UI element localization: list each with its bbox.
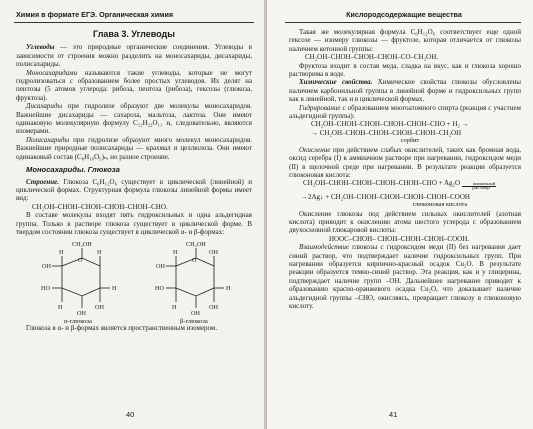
paragraph-strong-oxidation: Окисление глюкозы под действием сильных окислителей (азотная кислота) приводит к окислению атома шестого углерода с образованием двухосновной глюкаровой кислоты:	[289, 209, 521, 235]
term-chemical-properties: Химические свойства.	[299, 78, 373, 87]
paragraph-text: — это природные органические соединения. Углеводы в зависимости от строения можно разделить на моносахариды, дисахариды, полисахариды.	[16, 43, 252, 69]
paragraph-fructose-properties: Фруктоза входит в состав меда, сладка на вкус, как и глюкоза хорошо растворима в воде.	[289, 61, 521, 79]
beta-oh-label: OH	[156, 263, 165, 271]
term-oxidation: Окисление	[299, 145, 331, 154]
paragraph-text: при действием слабых окислителей, таких как бромная вода, оксид серебра (I) в аммиачном растворе при нагревании, гидроксидом меди (II) в щелочной среде при нагревании. В результате реакции образуется глюконовая кислота:	[289, 145, 521, 179]
left-page	[0, 0, 266, 429]
alpha-ring-oxygen: O	[78, 257, 83, 265]
beta-ring-oxygen: O	[192, 257, 197, 265]
product-sorbitol: сорбит	[400, 137, 420, 145]
section-heading: Моносахариды. Глюкоза	[26, 165, 120, 175]
beta-h-label: H	[173, 249, 178, 257]
reaction-reactants: CH₂OH–CHOH–CHOH–CHOH–CHOH–CHO + Ag₂O	[303, 179, 461, 188]
paragraph-chemical-properties	[289, 78, 521, 103]
paragraph-carbohydrates	[16, 43, 252, 68]
left-body	[16, 28, 252, 333]
right-running-head: Кислородсодержащие вещества	[346, 10, 462, 19]
beta-oh-label: OH	[209, 304, 218, 312]
alpha-ho-label: HO	[41, 285, 50, 293]
page-number-left: 40	[126, 410, 135, 419]
term-disaccharides: Дисахариды	[26, 102, 63, 111]
beta-oh-label: OH	[209, 249, 218, 257]
beta-h-label: H	[172, 304, 177, 312]
beta-ho-label: HO	[155, 285, 164, 293]
formula-glucaric-acid: HOOC–CHOH– CHOH–CHOH–CHOH–COOH.	[329, 234, 470, 243]
glucose-structures	[16, 238, 252, 324]
paragraph-text: при гидролизе образуют много молекул моносахаридов. Важнейшие природные полисахариды — крахмал и целлюлоза. Они имеют одинаковый состав (C₆H₁₀O₅)ₙ, но разное строение.	[16, 135, 252, 161]
term-carbohydrates: Углеводы	[26, 43, 55, 52]
beta-ch2oh-label: CH₂OH	[186, 241, 206, 249]
reaction-hydrogenation-line1: CH₂OH–CHOH–CHOH–CHOH–CHOH–CHO + H₂ →	[311, 120, 469, 129]
alpha-oh-label: OH	[77, 310, 86, 318]
term-hydrogenation: Гидрирование	[299, 103, 341, 112]
paragraph-oxidation	[289, 146, 521, 180]
alpha-h-label: H	[112, 285, 117, 293]
paragraph-text: с образованием многоатомного спирта (реакция с участием альдегидной группы):	[289, 103, 521, 121]
formula-glucose-linear: CH₂OH–CHOH–CHOH–CHOH–CHOH–CHO.	[32, 202, 168, 211]
reaction-oxidation-line2: →2Ag↓ + CH₂OH–CHOH–CHOH–CHOH–CHOH–COOH	[301, 192, 470, 201]
paragraph-disaccharides	[16, 102, 252, 136]
paragraph-monosaccharides	[16, 69, 252, 103]
term-monosaccharides: Моносахаридами	[26, 68, 78, 77]
left-running-head: Химия в формате ЕГЭ. Органическая химия	[16, 10, 174, 19]
reaction-oxidation-line1	[289, 179, 521, 192]
alpha-oh-label: OH	[42, 263, 51, 271]
paragraph-text: Химические свойства глюкозы обусловлены наличием карбонильной группы в линейной форме и гидроксильных групп как в линейной, так и в циклической формах.	[289, 78, 521, 104]
alpha-h-label: H	[58, 304, 63, 312]
alpha-h-label: H	[59, 249, 64, 257]
right-header-rule	[285, 22, 521, 23]
page-number-right: 41	[389, 410, 398, 419]
term-polysaccharides: Полисахариды	[26, 135, 70, 144]
alpha-ch2oh-label: CH₂OH	[72, 241, 92, 249]
beta-oh-label: OH	[191, 310, 200, 318]
paragraph-polysaccharides	[16, 136, 252, 161]
paragraph-copper-reaction	[289, 243, 521, 310]
right-page	[267, 0, 533, 429]
term-interaction: Взаимодействие	[299, 243, 349, 252]
paragraph-cyclic-forms: В составе молекулы входят пять гидроксильных и одна альдегидная группа. Только в растворе глюкоза существует в циклической форме. В твердом состоянии глюкоза существует в циклической α- и β-формах:	[16, 211, 252, 236]
formula-fructose: CH₂OH–CHOH–CHOH–CHOH–CO–CH₂OH.	[305, 53, 439, 62]
left-header-rule	[14, 22, 254, 23]
chapter-title: Глава 3. Углеводы	[93, 29, 175, 39]
paragraph-text: глюкозы с гидроксидом меди (II) без нагревания дает синий раствор, что подтверждает наличие гидроксильных групп. При нагревании образуется кирпично-красный осадок Cu₂O. В результате реакции образуется темно-синий раствор. Эта реакция, как и у глицерина, подтверждает наличие групп –OH. Дальнейшее нагревание приводит к образованию красно-оранжевого осадка Cu₂O, что доказывает наличие альдегидной группы –CHO, окисляясь, превращает глюкозу в глюконовую кислоту.	[289, 243, 521, 310]
alpha-h-label: H	[97, 249, 102, 257]
alpha-glucose-label: α-глюкоза	[64, 318, 92, 325]
reaction-hydrogenation-line2: → CH₂OH–CHOH–CHOH–CHOH–CHOH–CH₂OH	[311, 128, 462, 137]
paragraph-structure	[16, 178, 252, 203]
alpha-oh-label: OH	[95, 304, 104, 312]
condition-top: аммиачный	[472, 180, 496, 186]
paragraph-text: при гидролизе образуют две молекулы моносахаридов. Важнейшие дисахариды — сахароза, мальтоза, лактоза. Они имеют одинаковую молекулярную формулу C₁₂H₂₂O₁₁ и, следовательно, являются изомерами.	[16, 102, 252, 136]
right-body	[289, 28, 521, 310]
paragraph-text: называются такие углеводы, которые не могут гидролизоваться с образованием более простых углеводов. Их делят на пентозы (5 атомов углерода: рибоза, пентоза (рибоза), гексозы (глюкоза, фруктоза).	[16, 68, 252, 102]
glucose-ring-diagrams	[16, 238, 252, 324]
product-gluconic-acid: глюконовая кислота	[412, 201, 468, 209]
paragraph-fructose-formula: Такая же молекулярная формула C₆H₁₂O₆ соответствует еще одной гексозе — изомеру глюкозы — фруктозе, которая отличается от глюкозы наличием кетонной группы:	[289, 28, 521, 53]
condition-bottom: раствор	[472, 185, 490, 192]
paragraph-isomers: Глюкоза в α- и β-формах является пространственным изомером.	[26, 324, 218, 333]
paragraph-hydrogenation	[289, 104, 521, 121]
term-structure: Строение.	[26, 177, 59, 186]
beta-h-label: H	[226, 285, 231, 293]
paragraph-text: Глюкоза C₆H₁₂O₆ существует в циклической (линейной) и циклической формах. Структурная формула глюкозы линейной формы имеет вид:	[16, 177, 252, 203]
beta-glucose-label: β-глюкоза	[180, 318, 208, 325]
